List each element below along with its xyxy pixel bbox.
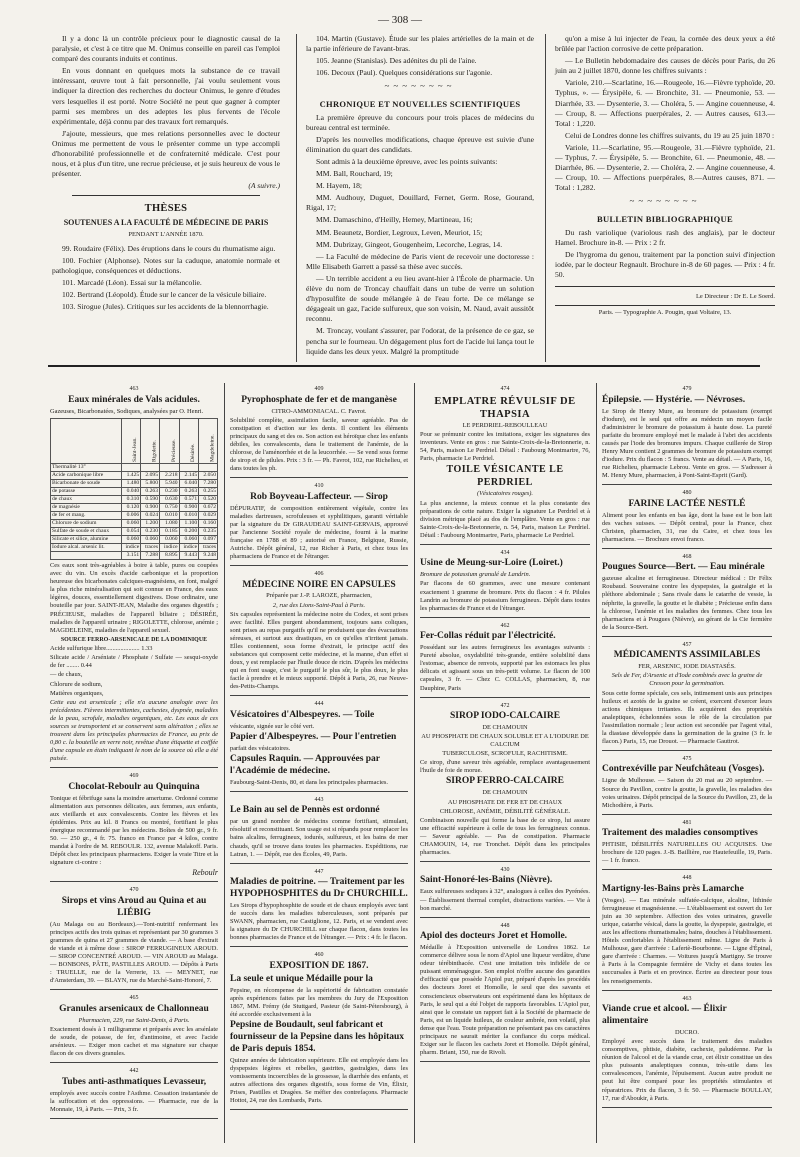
ad-body: (Vosges). — Eau minérale sulfatée-calcique, alcaline, lithinée ferrugineuse et magnésienne. — L'établissement est ouvert du 1er juin au 30 septembre. Affection des voies urinaires, gravelle urique, catarrhe vésical, dans la goutte, la dyspepsie, gastralgie, et aux les affections rhumatismales; bains, douches à l'établissement. Hôtels confortables à l'établissement même. Ligne de Paris à Mulhouse, gare d'arrivée : Lafertè-Bourbonne. — Ligne d'Épinal, gare d'arrivée : Charmes. — Voitures jusqu'à Martigny. Se trouve à Paris à la Compagnie fermière de Vichy et dans toutes les succursales à Paris et en province. Écrire au directeur pour tous les renseignements. xyxy=(602,896,772,985)
table-cell: traces xyxy=(141,544,160,552)
table-cell: 0.255 xyxy=(199,487,218,495)
para: De l'hygroma du genou, traitement par la ponction suivi d'injection iodée, par le docteur Regnault. Brochure in-8 de 60 pages. — Prix : 4 fr. 50. xyxy=(555,249,775,280)
table-cell: 7.288 xyxy=(141,552,160,560)
director: Le Directeur : Dr E. Le Soerd. xyxy=(695,293,775,301)
table-cell: 0.630 xyxy=(160,495,180,503)
ad-title: Pepsine de Boudault, seul fabricant et fournisseur de la Pepsine dans les hôpitaux de Paris depuis 1854. xyxy=(230,1020,405,1055)
ad-body: gazeuse alcaline et ferrugineuse. Directeur médical : Dr Félix Roubaud. Souveraine contre les dyspepsies, la gastralgie et la pléthore abdominale ; Sans rivale dans le catarrhe de vessie, la néphrite, la gravelle, la goutte et le diabète ; Précieuse enfin dans la chlorose, l'anémie et les maladies des femmes. Chez tous les pharmaciens et à Pougues (Nièvre), au gérant de la Cie fermière de la Source-Bert. xyxy=(602,575,772,631)
ad-number: 481 xyxy=(682,819,692,826)
table-row xyxy=(51,495,218,503)
ad-body: Quinze années de fabrication supérieure. Elle est employée dans les dyspepsies légères et rebelles, gastrites, gastralgies, dans les vomissements incoercibles de la grossesse, la diarrhée des enfants, et autres affections des organes digestifs, sous forme de Vin, Élixir, Prises, Pastilles et Dragées. Se méfier des contrefaçons. Pharmacie Hottot, 24, rue des Lombards, Paris. xyxy=(230,1057,408,1105)
ad-subheading: SOURCE FERRO-ARSENICALE DE LA DOMINIQUE xyxy=(60,636,208,643)
ad-apiol xyxy=(420,920,590,1062)
ad-subtitle: LE PERDRIEL-REBOULLEAU xyxy=(462,421,548,429)
table-cell: 5.800 xyxy=(141,479,160,487)
ad-body: employés avec succès contre l'Asthme. Cessation instantanée de la suffocation et des oppressions. — Pharmacie, rue de la Monnaie, 19, à Paris. — Prix, 3 fr. xyxy=(50,1089,218,1113)
column-2 xyxy=(306,34,534,359)
ad-title: EMPLATRE RÉVULSIF DE THAPSIA xyxy=(434,395,576,420)
table-cell: 0.263 xyxy=(141,487,160,495)
ad-subtitle: Sels de Fer, d'Arsenic et d'Iode combinés avec la graine de Cresson pour la germination. xyxy=(611,672,763,688)
theses-title: THÈSES xyxy=(144,203,188,215)
ad-title: Sirops et vins Aroud au Quina et au LIÉBIG xyxy=(61,895,207,918)
column-rule xyxy=(296,34,297,362)
table-row xyxy=(51,487,218,495)
ad-body: Le Sirop de Henry Mure, au bromure de potassium (exempt d'iodure), est le seul qui offre au médecin un moyen facile d'administrer le bromure de potassium à haute dose. La pureté parfaite du bromure employé met le malade à l'abri des accidents causés par l'iode des bromures impurs. Chaque cuillerée de Sirop Henry Mure contient 2 grammes de bromure de potassium exempt d'iodure. Prix du flacon : 5 francs. Vente au détail. — A Paris, 16, rue Richelieu, pharmacie Lebrou. Vente en gros. — S'adresser à M. Henry Mure, pharmacien, à Pont-Saint-Esprit (Gard). xyxy=(602,407,772,480)
ad-subtitle: DE CHAMOUIN xyxy=(482,789,528,797)
ad-pougues xyxy=(602,551,772,637)
table-cell: 2.050 xyxy=(199,471,218,479)
table-cell: 6.040 xyxy=(179,479,199,487)
ad-number: 465 xyxy=(129,995,139,1002)
table-cell: 0.200 xyxy=(179,527,199,535)
ad-subtitle: AU PHOSPHATE DE CHAUX SOLUBLE ET A L'IODURE DE CALCIUM xyxy=(421,733,589,749)
ad-subtitle: (Vésicatoires rouges). xyxy=(477,490,533,498)
table-cell: Acide carbonique libre xyxy=(51,471,122,479)
ad-subtitle: CHLOROSE, ANÉMIE, DÉBILITÉ GÉNÉRALE. xyxy=(439,807,571,815)
ad-subtitle: Préparée par J.-P. LAROZE, pharmacien, xyxy=(266,592,372,600)
ad-subtitle: DUCRO. xyxy=(675,1029,699,1037)
chronicle-title: CHRONIQUE ET NOUVELLES SCIENTIFIQUES xyxy=(319,99,521,110)
para: — Le Bulletin hebdomadaire des causes de décès pour Paris, du 26 juin au 2 juillet 1870, donne les chiffres suivants : xyxy=(555,56,775,76)
para: En vous donnant en quelques mots la substance de ce travail intéressant, œuvre tout à fait personnelle, j'ai voulu seulement vous indiquer la direction des recherches du docteur Onimus, le genre d'études vers lesquelles il est porté. Notre Société ne peut que gagner à compter parmi ses membres un des adeptes les plus fervents de l'école expérimentale, déjà connu par des travaux fort remarqués. xyxy=(52,66,280,126)
para: Il y a donc là un contrôle précieux pour le diagnostic causal de la paralysie, et c'est à ce titre que M. Onimus conseille en pareil cas l'emploi comparé des courants induits et continus. xyxy=(52,34,280,64)
ad-body: Ligne de Mulhouse. — Saison du 20 mai au 20 septembre. — Source du Pavillon, contre la goutte, la gravelle, les maladies des voies urinaires. Dépôt principal de la Source du Pavillon, 23, de la Michodière, à Paris. xyxy=(602,777,772,809)
table-cell: 0.263 xyxy=(179,487,199,495)
table-cell: 7.280 xyxy=(199,479,218,487)
thesis-item: 102. Bertrand (Léopold). Étude sur le cancer de la vésicule biliaire. xyxy=(62,290,267,299)
ad-body: Cette eau est arsenicale ; elle n'a aucune analogie avec les précédentes. Fièvres intermittentes, cachexies, dyspnée, maladies de la peau, scrofule, maladies organiques, etc. Les eaux de ces sources se transportent et se conservent sans altération ; elles se trouvent dans les principales pharmacies de France, au prix de 0,80 c. la bouteille en verre noir, revêtue d'une étiquette et coiffée d'une capsule en étain indiquant le nom de la source où elle a été puisée. xyxy=(50,698,218,763)
table-cell: 0.520 xyxy=(199,495,218,503)
ad-line: Matières organiques, xyxy=(50,689,104,697)
ad-body: Possédant sur les autres ferrugineux les avantages suivants : Pureté absolue, oxydabilité très-grande, entière solubilité dans l'estomac, absence de renvois, supporté par les estomacs les plus délicats et agissant sous un très-petit volume. Le flacon de 100 capsules, 3 fr. — Chez C. COLLAS, pharmacien, 8, rue Dauphine, Paris xyxy=(420,644,590,692)
ad-number: 463 xyxy=(129,386,139,392)
ad-granules xyxy=(50,992,218,1063)
ad-medecine-noire xyxy=(230,568,408,696)
ad-number: 457 xyxy=(682,641,692,648)
table-cell: de potasse xyxy=(51,487,122,495)
ad-body: Eaux sulfureuses sodiques à 32°, analogues à celles des Pyrénées. — Établissement thermal complet, distractions variées. — Vie à bon marché. xyxy=(420,888,590,912)
thesis-item: 103. Sirogue (Jules). Critiques sur les accidents de la blennorrhagie. xyxy=(62,302,269,312)
ad-contrexeville xyxy=(602,753,772,815)
table-cell: 2.218 xyxy=(160,471,180,479)
ad-rob xyxy=(230,480,408,566)
thesis-item: 100. Fochier (Alphonse). Notes sur la caduque, anatomie normale et pathologique, conséquences et déductions. xyxy=(52,255,280,275)
para: MM. Audhouy, Duguet, Douillard, Fernet, Germ. Rose, Gourand, Rigal, 17; xyxy=(306,193,534,213)
theses-date: PENDANT L'ANNÉE 1870. xyxy=(128,230,204,238)
ad-nestle xyxy=(602,487,772,549)
table-cell: 0.750 xyxy=(160,503,180,511)
para: Sont admis à la deuxième épreuve, avec les points suivants: xyxy=(316,157,498,167)
ad-title: Papier d'Albespeyres. — Pour l'entretien xyxy=(230,731,397,742)
table-cell: 1.080 xyxy=(160,519,180,527)
table-cell: 3.151 xyxy=(121,552,141,560)
table-cell: 0.060 xyxy=(179,536,199,544)
ad-body: Sous cette forme spéciale, ces sels, intimement unis aux principes huileux et azotés de la graine se créent, exercent d'exercer leurs actions chimiques irritantes. Ils acquièrent des propriétés analeptiques, échelonnées sous le rôle de la circulation par l'assimilation normale ; leur action est secondée par l'agent vital, la diastase développée dans la germination de la graine (3 fr. le flacon.) Paris, 15, rue Drouot. — Pharmacie Gauttrot. xyxy=(602,689,772,745)
ad-sirop-iodo xyxy=(420,700,590,862)
para: — La Faculté de médecine de Paris vient de recevoir une doctoresse : Mlle Elisabeth Garrett a passé sa thèse avec succès. xyxy=(306,251,534,271)
theses-subtitle: SOUTENUES A LA FACULTÉ DE MÉDECINE DE PARIS xyxy=(63,218,269,228)
ad-title: Pyrophosphate de fer et de manganèse xyxy=(241,394,397,405)
ad-body: Ce sirop, d'une saveur très agréable, remplace avantageusement l'huile de foie de morue. xyxy=(420,759,590,775)
table-cell: 0.160 xyxy=(199,519,218,527)
ads-column-a xyxy=(50,383,218,1121)
para: D'après les nouvelles modifications, chaque épreuve est suivie d'une élimination du quart des candidats. xyxy=(306,134,534,154)
ad-pyrophosphate xyxy=(230,383,408,478)
ad-number: 447 xyxy=(314,868,324,875)
table-cell: 9.248 xyxy=(199,552,218,560)
table-cell: 1.480 xyxy=(121,479,141,487)
table-cell xyxy=(141,463,160,471)
divider xyxy=(555,286,775,287)
para: MM. Damaschino, d'Heilly, Hemey, Martineau, 16; xyxy=(316,215,473,225)
table-cell: 0.010 xyxy=(179,511,199,519)
ad-body: Médaille à l'Exposition universelle de Londres 1862. Le commerce délivre sous le nom d'Apiol une liqueur verdâtre, d'une odeur térébinthacée. C'est une imitation très infidèle de ce puissant emménagogue. Son emploi n'offre aucune des garanties d'efficacité que possède l'Apiol pur, préparé d'après les procédés des docteurs Joret et Homolle, le seul que des savants et consciencieux observateurs ont expérimenté dans les hôpitaux de Paris, le seul qui a été l'objet de rapports favorables. L'Apiol pur, ainsi que le constate un rapport fait à la Société de pharmacie de Paris, est un liquide huileux, de couleur ambrée, non volatil, plus dense que l'eau. Toute préparation ne présentant pas ces caractères principaux ne saurait mériter la confiance du corps médical. Exiger sur le flacon les cachets Joret et Homolle. Dépôt général, pharm. Briant, 150, rue de Rivoli. xyxy=(420,944,590,1056)
table-cell: de magnésie xyxy=(51,503,122,511)
ad-body: Ces eaux sont très-agréables à boire à table, pures ou coupées avec du vin. Un excès d'acide carbonique et la proportion heureuse des bicarbonates calciques-magnésiens, en font, malgré la plus riche minéralisation qui soit connue en France, des eaux légères, douces, essentiellement digestives. Dose ordinaire, une bouteille par jour. SAINT-JEAN, Maladie des organes digestifs ; PRÉCIEUSE, maladies de l'appareil biliaire ; DÉSIRÉE, maladies de l'appareil urinaire ; RIGOLETTE, chlorose, anémie ; MAGDELEINE, maladies de l'appareil sexuel. xyxy=(50,562,218,634)
to-be-continued: (A suivre.) xyxy=(248,181,280,191)
ad-thapsia xyxy=(420,383,590,545)
table-cell: 2.095 xyxy=(141,471,160,479)
table-cell: 0.672 xyxy=(199,503,218,511)
ad-body: Par flacons de 60 grammes, avec une mesure contenant exactement 1 gramme de bromure. Prix du flacon : 4 fr. Pilules Landrin au bromure de potassium ferrugineux. Dépôt dans toutes les pharmacies de France et de l'étranger. xyxy=(420,580,590,612)
table-cell: indice xyxy=(179,544,199,552)
table-cell: 0.097 xyxy=(199,536,218,544)
table-row xyxy=(51,463,218,471)
ad-title: Épilepsie. — Hystérie. — Névroses. xyxy=(602,394,746,405)
table-cell xyxy=(179,463,199,471)
ad-tubes xyxy=(50,1065,218,1119)
ad-number: 472 xyxy=(500,702,510,709)
ad-title: Capsules Raquin. — Approuvées par l'Académie de médecine. xyxy=(230,753,380,776)
ad-title: Martigny-les-Bains près Lamarche xyxy=(602,883,744,894)
ad-subtitle: FER, ARSENIC, IODE DIASTASÉS. xyxy=(638,663,736,671)
ad-body: PHTISIE, DÉBILITÉS NATURELLES OU ACQUISES. Une brochure de 120 pages. J.-B. Baillière, rue Hautefeuille, 19, Paris. — 1 fr. franco. xyxy=(602,841,772,865)
para: MM. Ball, Rouchard, 19; xyxy=(316,169,393,179)
para: Variole, 11.—Scarlatine, 95.—Rougeole, 31.—Fièvre typhoïde, 21. — Typhus, 7. — Érysipèle, 5. — Bronchite, 61. — Pneumonie, 48. — Diarrhée, 86. — Dysenterie, 2. — Choléra, 2. — Angine couenneuse, 4.— Croup, 10. — Affections puerpérales, 8.—Autres causes, 871. — Total : 1,282. xyxy=(555,142,775,193)
table-row xyxy=(51,471,218,479)
ad-body: Six capsules représentent la médecine noire du Codex, et sont prises avec facilité. Elles purgent abondamment, toujours sans coliques, sont prises au repas purgatifs qu'il ne produisent que des évacuations séreuses, et surtout aux drastiques, en ce qu'elles n'irritent jamais. Elles contiennent, sous forme d'extrait, le principe actif des substances qui composent cette médecine, et la manne, d'un effet si doux, y est remplacée par l'huile douce de ricin. D'après les médecins qui en font usage, c'est le purgatif le plus sûr, le plus doux, le plus facile à prendre et le mieux supporté. Dépôt à Paris, 26, rue Neuve-des-Petits-Champs. xyxy=(230,610,408,691)
table-cell: 0.029 xyxy=(199,511,218,519)
ad-fer-collas xyxy=(420,620,590,698)
table-cell: 0.571 xyxy=(179,495,199,503)
ad-body: Aliment pour les enfants en bas âge, dont la base est le bon lait des vaches suisses. — Dépôt central, pour la France, chez Christen, pharmacien, 31, rue du Caire, et chez tous les pharmaciens. — Brochure envoi franco. xyxy=(602,511,772,543)
spring-name: Désirée. xyxy=(179,418,199,463)
ad-body: Pepsine, en récompense de la supériorité de fabrication constatée après expériences faites par les membres du Jury de l'Exposition 1867, MM. Frémy (de Stuttgard, Pasteur (de Saint-Pétersbourg), à été accordée exclusivement à la xyxy=(230,986,408,1019)
bibliography-title: BULLETIN BIBLIOGRAPHIQUE xyxy=(597,214,733,225)
table-cell: 0.006 xyxy=(121,511,141,519)
ad-title: Contrexéville par Neufchâteau (Vosges). xyxy=(602,764,765,775)
column-rule xyxy=(545,34,546,362)
table-cell: 0.054 xyxy=(121,527,141,535)
column-3 xyxy=(555,34,775,317)
table-cell: Thermalité 13° xyxy=(51,463,122,471)
table-cell: indice xyxy=(121,544,141,552)
ad-title: Saint-Honoré-les-Bains (Nièvre). xyxy=(420,875,553,886)
ad-title: Granules arsenicaux de Challonneau xyxy=(59,1003,209,1014)
ad-number: 409 xyxy=(314,386,324,392)
column-rule xyxy=(414,383,415,1143)
ads-column-b xyxy=(230,383,408,1112)
ad-number: 462 xyxy=(500,622,510,629)
ad-subtitle: TUBERCULOSE, SCROFULE, RACHITISME. xyxy=(442,750,568,758)
ad-body: par un grand nombre de médecins comme fortifiant, stimulant, résolutif et reconstituant. Son usage est si répandu pour remplacer les bains alcalins, ferrugineux, iodurés, sulfureux, et les bains de mer chauds, qu'il se trouve dans toutes les pharmacies. Expéditions, rue Latran, 1. — Dépôt, rue des Écoles, 49, Paris. xyxy=(230,818,408,858)
ad-medicaments xyxy=(602,639,772,751)
table-cell: 0.235 xyxy=(199,527,218,535)
table-cell: 2.145 xyxy=(179,471,199,479)
table-cell: 0.010 xyxy=(160,511,180,519)
table-cell xyxy=(199,463,218,471)
ad-epilepsie xyxy=(602,383,772,485)
ad-number: 443 xyxy=(314,796,324,803)
table-cell: Sulfate de soude et chaux xyxy=(51,527,122,535)
ad-aroud xyxy=(50,884,218,990)
spring-name: Rigolette. xyxy=(141,418,160,463)
table-cell: 1.100 xyxy=(179,519,199,527)
ad-chocolat xyxy=(50,770,218,882)
ad-title: Eaux minérales de Vals acidules. xyxy=(68,394,200,405)
table-cell: 0.230 xyxy=(160,487,180,495)
ad-title: FARINE LACTÉE NESTLÉ xyxy=(628,498,746,509)
table-cell: 1.425 xyxy=(121,471,141,479)
ad-title: Tubes anti-asthmatiques Levasseur, xyxy=(61,1076,207,1087)
page-number: — 308 — xyxy=(378,14,422,26)
ad-number: 442 xyxy=(129,1068,139,1075)
ad-body: La plus ancienne, la mieux connue et la plus constante des préparations de cette nature. Exiger la signature Le Perdriel et à division métrique placé au dos de l'emplâtre. Vente en gros : rue Sainte-Croix-de-la-Bretonnerie, n. 54, Paris, maison Le Perdriel. Détail : Faubourg Montmartre, Paris, pharmacie Le Perdriel. xyxy=(420,499,590,539)
ad-pepsine xyxy=(230,949,408,1110)
table-cell: 0.590 xyxy=(141,495,160,503)
ad-vesicatoires xyxy=(230,698,408,792)
ad-meung xyxy=(420,547,590,618)
ad-title: Viande crue et alcool. — Élixir alimentaire xyxy=(602,1004,727,1027)
ad-title: Apiol des docteurs Joret et Homolle. xyxy=(420,931,568,942)
para: La première épreuve du concours pour trois places de médecins du bureau central est terminée. xyxy=(306,112,534,132)
table-cell: 9.443 xyxy=(179,552,199,560)
para: qu'on a mise à lui injecter de l'eau, la cornée des deux yeux a été brûlée par l'action corrosive de cette préparation. xyxy=(555,34,775,54)
table-cell: Bicarbonate de soude xyxy=(51,479,122,487)
ad-title: Rob Boyveau-Laffecteur. — Sirop xyxy=(250,491,388,502)
ad-number: 479 xyxy=(682,386,692,392)
ad-line: — de chaux, xyxy=(50,671,83,679)
column-rule xyxy=(224,383,225,1143)
ad-body: vésicante, signée sur le côté vert. xyxy=(230,722,315,730)
table-cell: Iodure alcal. arsenic lit. xyxy=(51,544,122,552)
divider xyxy=(72,195,260,196)
ad-subtitle: AU PHOSPHATE DE FER ET DE CHAUX xyxy=(447,798,563,806)
ad-body: Solubilité complète, assimilation facile, saveur agréable. Pas de constipation et d'action sur les dents. Il contient les éléments principaux du sang et des os. Son action est héroïque chez les enfants débiles, les convalescents, dans le traitement de l'anémie, de la chlorose, de l'aménorrhée et de la leucorrhée. — Se vend sous forme de sirop et de pilules. Prix : 3 fr. — Ph. Favrot, 102, rue Richelieu, et dans toutes les ph. xyxy=(230,416,408,472)
ornament: ~~~~~~~~ xyxy=(384,81,456,92)
ad-number: 444 xyxy=(314,701,324,708)
ad-number: 460 xyxy=(314,952,324,959)
para: Du rash variolique (variolous rash des anglais), par le docteur Hamel. Brochure in-8. — Prix : 2 fr. xyxy=(555,227,775,247)
table-row xyxy=(51,511,218,519)
ad-subtitle: Bromure de potassium granulé de Landrin. xyxy=(420,571,531,579)
ad-title: SIROP IODO-CALCAIRE xyxy=(449,711,561,722)
ad-title: Le Bain au sel de Pennès est ordonné xyxy=(230,805,380,816)
thesis-item: 105. Jeanne (Stanislas). Des adénites du pli de l'aine. xyxy=(316,56,477,66)
table-cell xyxy=(121,463,141,471)
ad-subtitle: CITRO-AMMONIACAL. C. Favrot. xyxy=(271,407,367,415)
table-cell: 0.900 xyxy=(179,503,199,511)
ad-vals xyxy=(50,383,218,768)
spring-name: Magdeleine. xyxy=(199,418,218,463)
para: — Un terrible accident a eu lieu avant-hier à l'École de pharmacie. Un élève du nom de Troncay chauffait dans un tube de verre un solution d'hyposulfite de soude mélangée à de l'eau forte. De ce mélange se dégageait un gaz, l'acide sulfureux, que son voisin, M. Naud, avait aussitôt reconnu. xyxy=(306,273,534,324)
table-row xyxy=(51,503,218,511)
ad-title: Chocolat-Reboulr au Quinquina xyxy=(68,781,200,792)
ad-number: 434 xyxy=(500,549,510,556)
table-cell: 0.120 xyxy=(121,503,141,511)
ad-poitrine xyxy=(230,866,408,948)
table-cell: 0.230 xyxy=(141,527,160,535)
table-cell: Chlorure de sodium xyxy=(51,519,122,527)
para: M. Hayem, 18; xyxy=(316,181,362,191)
table-cell: de chaux xyxy=(51,495,122,503)
ad-number: 463 xyxy=(682,995,692,1002)
ad-number: 474 xyxy=(500,386,510,392)
table-cell: Silicate et silice, alumine xyxy=(51,536,122,544)
ad-number: 430 xyxy=(500,866,510,873)
ad-title: MÉDECINE NOIRE EN CAPSULES xyxy=(242,579,396,590)
table-cell: de fer et mang. xyxy=(51,511,122,519)
ad-body: Faubourg-Saint-Denis, 80, et dans les principales pharmacies. xyxy=(230,778,389,786)
column-1 xyxy=(52,34,280,314)
ads-column-d xyxy=(602,383,772,1110)
ad-body: (Au Malaga ou au Bordeaux).—Tont-nutritif renfermant les principes actifs des trois quinas et représentant par 30 grammes 3 grammes de quina et 27 grammes de viande. — A base d'extrait de viande et à même dose : SIROP FERRUGINEUX AROUD. — SIROP CONCENTRÉ AROUD. — VIN AROUD au Malaga. — BONBONS, PÂTE, PASTILLES AROUD. — Dépôts à Paris : TRUELLE, rue de la Verrerie, 13. — MEYNET, rue d'Amsterdam, 39. — BLAYN, rue du Marché-Saint-Honoré, 7. xyxy=(50,920,218,985)
ad-headline: La seule et unique Médaille pour la xyxy=(230,973,373,984)
table-row xyxy=(51,519,218,527)
ornament: ~~~~~~~~ xyxy=(629,196,701,207)
ad-number: 475 xyxy=(682,755,692,762)
thesis-item: 106. Decoux (Paul). Quelques considérations sur l'agonie. xyxy=(316,68,493,78)
para: MM. Beaunetz, Bordier, Legroux, Leven, Meuriot, 15; xyxy=(316,227,483,237)
ad-line: Acide sulfurique libre..................... 1.33 xyxy=(50,645,153,653)
ad-viande-crue xyxy=(602,993,772,1108)
table-cell: 0.060 xyxy=(121,519,141,527)
table-cell: 1.200 xyxy=(141,519,160,527)
ad-title: MÉDICAMENTS ASSIMILABLES xyxy=(613,650,761,661)
ad-title: TOILE VÉSICANTE LE PERDRIEL xyxy=(446,464,564,488)
spring-name: Saint-Jean. xyxy=(121,418,141,463)
ad-subtitle: DE CHAMOUIN xyxy=(482,724,528,732)
ad-title: Usine de Meung-sur-Loire (Loiret.) xyxy=(420,558,563,569)
ad-number: 470 xyxy=(129,887,139,894)
thesis-item: 99. Roudaire (Félix). Des éruptions dans le cours du rhumatisme aigu. xyxy=(62,243,276,253)
table-cell xyxy=(51,552,122,560)
table-row xyxy=(51,544,218,552)
ad-title: Vésicatoires d'Albespeyres. — Toile xyxy=(230,709,375,720)
ad-line: Chlorure de sodium, xyxy=(50,680,103,688)
ad-body: Combinaison nouvelle qui forme la base de ce sirop, lui assure une efficacité supérieure à celle de tous les ferrugineux connus. — Saveur agréable. — Pas de constipation. Pharmacie CHAMOUIN, 14, rue Tronchet. Dépôt dans les principales pharmacies. xyxy=(420,816,590,856)
table-cell: 8.895 xyxy=(160,552,180,560)
ad-title: EXPOSITION DE 1867. xyxy=(269,961,369,972)
ad-subtitle: Gazeuses, Bicarbonatées, Sodiques, analysées par O. Henri. xyxy=(50,407,204,415)
table-cell: traces xyxy=(199,544,218,552)
table-row xyxy=(51,527,218,535)
ad-title: Maladies de poitrine. — Traitement par les HYPOPHOSPHITES du Dr CHURCHILL. xyxy=(230,877,408,900)
para: Variole, 210.—Scarlatine, 16.—Rougeole, 16.—Fièvre typhoïde, 20. Typhus, ». — Érysipèle, 6. — Bronchite, 31. — Pneumonie, 53. — Diarrhée, 33. — Dysenterie, 3. — Choléra, 5. — Angine couenneuse, 4. — Croup, 8. — Affections puerpérales, 2. — Autres causes, 613.— Total : 1,220. xyxy=(555,78,775,128)
thesis-item: 104. Martin (Gustave). Étude sur les plaies artérielles de la main et de la partie inférieure de l'avant-bras. xyxy=(306,34,534,54)
ad-body: Exactement dosés à 1 milligramme et préparés avec les arsénlate de soude, de potasse, de fer, d'antimoine, et avec l'acide arsénieux. — Exiger mon cachet et ma signature sur chaque flacon de ces divers granules. xyxy=(50,1025,218,1058)
table-cell: 0.310 xyxy=(121,495,141,503)
ad-body: DÉPURATIF, de composition entièrement végétale, contre les maladies dartreuses, scrofuleuses et syphilitiques, garanti véritable par la signature du Dr GIRAUDEAU SAINT-GERVAIS, approuvé par l'ancienne Société royale de médecine, fourni à la marine française en 1788 et 89 ; autorisé en France, Belgique, Russie, Autriche. Dépôt général, 12, rue Richer à Paris, et chez tous les pharmaciens de France et de l'étranger. xyxy=(230,504,408,560)
signature: Reboulr xyxy=(192,868,218,878)
para: M. Troncay, voulant s'assurer, par l'odorat, de la présence de ce gaz, se pencha sur le fourneau. Un dégagement plus fort de l'acide lui lança tout le liquide dans les deux yeux. Malgré la promptitude xyxy=(306,326,534,356)
ad-subtitle: 2, rue des Lions-Saint-Paul à Paris. xyxy=(272,601,366,609)
thesis-item: 101. Marcadé (Léon). Essai sur la mélancolie. xyxy=(62,277,202,287)
ad-bain-pennes xyxy=(230,794,408,864)
ad-title: Traitement des maladies consomptives xyxy=(602,828,758,839)
table-cell: 0.900 xyxy=(141,503,160,511)
analysis-table xyxy=(50,418,218,561)
spring-name: Précieuse. xyxy=(160,418,180,463)
ads-separator xyxy=(48,365,760,367)
ad-body: Pour se prémunir contre les imitations, exiger les signatures des inventeurs. Vente en gros : rue Sainte-Croix-de-la-Bretonnerie, n. 54, Paris, maison Le Perdriel. Détail : Faubourg Montmartre, 76, Paris, pharmacie Le Perdriel. xyxy=(420,431,590,463)
ad-number: 468 xyxy=(682,553,692,560)
table-cell: 0.185 xyxy=(160,527,180,535)
ad-traitement xyxy=(602,817,772,871)
ad-number: 480 xyxy=(682,490,692,497)
ad-body: Employé avec succès dans le traitement des maladies consomptives, phtisie, diabète, cachexie, paludéenne. Par la réunion de l'alcool et de la viande crue, cet élixir constitue un des plus puissants analeptiques connus, très-utile dans les convalescences, l'anémie, l'épuisement. Aucun autre produit ne peut lui être comparé pour les propriétés stimulantes et réparatrices. Prix du flacon, 3 fr. 50. — Pharmacie BOULLAY, 17, rue d'Aboukir, à Paris. xyxy=(602,1038,772,1102)
table-cell: 0.060 xyxy=(141,536,160,544)
column-rule xyxy=(596,383,597,1143)
ad-saint-honore xyxy=(420,864,590,918)
ad-martigny xyxy=(602,872,772,990)
divider xyxy=(555,305,775,306)
table-row xyxy=(51,479,218,487)
ad-body: Les Sirops d'hypophosphite de soude et de chaux employés avec tant de succès dans les maladies tuberculeuses, sont préparés par SWANN, pharmacien, rue Castiglione, 12. Paris, et se vendent avec la signature du Dr CHURCHILL sur chaque flacon, dans toutes les bonnes pharmacies de France et de l'étranger. — Prix : 4 fr. le flacon. xyxy=(230,902,408,942)
para: Celui de Londres donne les chiffres suivants, du 19 au 25 juin 1870 : xyxy=(565,130,775,140)
ad-number: 406 xyxy=(314,570,324,577)
ad-number: 410 xyxy=(314,483,324,490)
ad-title: Pougues Source—Bert. — Eau minérale xyxy=(602,562,765,573)
table-cell: 5.940 xyxy=(160,479,180,487)
ad-title: SIROP FERRO-CALCAIRE xyxy=(446,776,564,787)
ad-body: parfait des vésicatoires. xyxy=(230,744,291,752)
table-cell: 0.060 xyxy=(121,536,141,544)
ad-number: 469 xyxy=(129,773,139,780)
para: MM. Dubrizay, Gingeot, Gougenheim, Lecorche, Legras, 14. xyxy=(316,239,503,249)
ad-title: Fer-Collas réduit par l'électricité. xyxy=(420,631,556,642)
table-cell xyxy=(160,463,180,471)
ad-line: Silicate acide / Arséniate / Phosphate / Sulfate — sesqui-oxyde de fer ........ 0.44 xyxy=(50,654,218,670)
ad-body: Tonique et fébrifuge sans la moindre amertume. Ordonné comme alimentation aux personnes délicates, aux femmes, aux enfants, aux vieillards et aux convalescents. Contre les fièvres et les épidémies. Prix au kil. 8 Francs ou montré, fortifiant le plus énergique recommandé par les médecins. Boîtes de 500 gr., 9 fr. 50. — 250 gr., 4 fr. 75. franco en France par 4 kilos, contre mandat à l'ordre de M. REBOULR. 132, avenue Malakoff. Paris. Dépôt chez les principaux pharmaciens. Exiger la vraie Titre et la signature ci-contre : xyxy=(50,794,218,867)
table-cell: 0.060 xyxy=(160,536,180,544)
table-cell: 0.024 xyxy=(141,511,160,519)
table-cell: indice xyxy=(160,544,180,552)
table-cell: 0.040 xyxy=(121,487,141,495)
table-row xyxy=(51,536,218,544)
printer: Paris. — Typographie A. Pougin, quai Voltaire, 13. xyxy=(598,308,732,316)
ad-number: 448 xyxy=(500,922,510,929)
table-row xyxy=(51,552,218,560)
ads-column-c xyxy=(420,383,590,1064)
ad-subtitle: Pharmacien, 229, rue Saint-Denis, à Paris. xyxy=(78,1016,190,1024)
ad-number: 448 xyxy=(682,875,692,882)
para: J'ajoute, messieurs, que mes relations personnelles avec le docteur Onimus me permettent de vous le présenter comme un type accompli d'honorabilité professionnelle et de confraternité médicale. C'est pour nous, et à plus d'un titre, une recrue précieuse, et je suis heureux de vous le présenter. xyxy=(52,128,280,179)
